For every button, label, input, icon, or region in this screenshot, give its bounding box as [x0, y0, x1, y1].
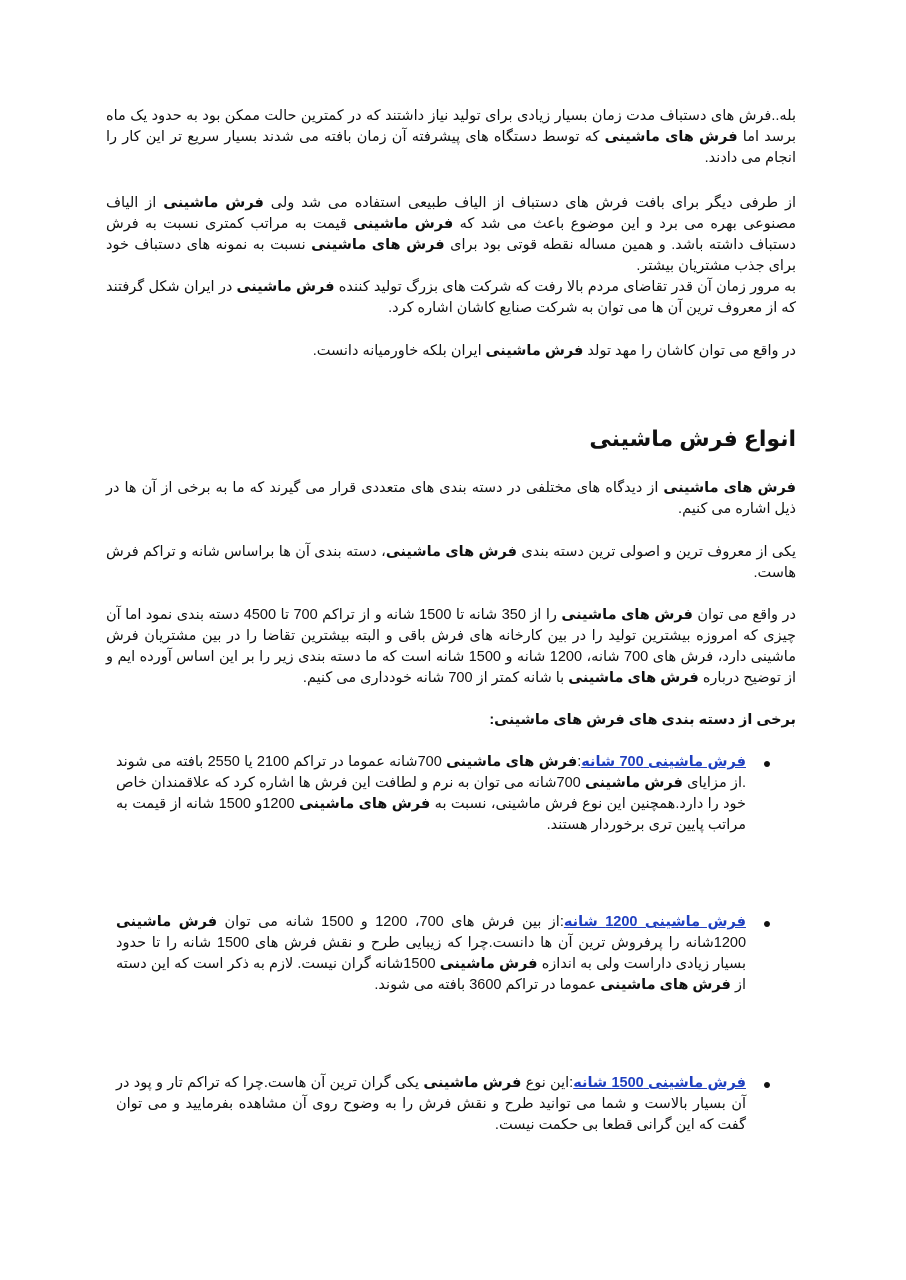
- paragraph-companies: [106, 277, 796, 319]
- text-run: با شانه کمتر از 700 شانه خودداری می کنیم.: [302, 670, 569, 686]
- text-run: از طرفی دیگر برای بافت فرش های دستباف از الیاف طبیعی استفاده می شد ولی: [263, 195, 797, 211]
- bullet-icon: [764, 1082, 770, 1088]
- list-item-1200: [116, 912, 746, 996]
- text-run: 700شانه عموما در تراکم 2100 یا 2550 بافته می شوند .از مزایای: [116, 754, 746, 791]
- text-run: در ایران شکل گرفتند که از معروف ترین آن ها می توان به شرکت صنایع کاشان اشاره کرد.: [106, 279, 796, 316]
- bold-term: فرش ماشینی: [236, 279, 335, 295]
- text-run: نسبت به نمونه های دستباف خود برای جذب مشتریان بیشتر.: [106, 237, 796, 274]
- section-heading: انواع فرش ماشینی: [589, 426, 796, 451]
- paragraph-density: [106, 605, 796, 689]
- bold-term: فرش های ماشینی: [568, 670, 699, 686]
- text-run: را از 350 شانه تا 1500 شانه و از تراکم 700 تا 4500 دسته بندی نمود اما آن چیزی که امروزه بیشترین تولید را در بین کارخانه های فرش باقی و البته بیشترین تقاضا را در بین مشتریان فرش ماشینی دارد، فرش های 700 شانه، 1200 شانه و 1500 شانه است که ما دسته بندی زیر را بر این اساس آورده ایم و از توضیح درباره: [106, 607, 796, 686]
- text-run: ایران بلکه خاورمیانه دانست.: [312, 343, 486, 359]
- paragraph-classification: [106, 542, 796, 584]
- bold-term: فرش های ماشینی: [299, 796, 431, 812]
- text-run: در واقع می توان: [692, 607, 796, 623]
- text-run: از الیاف مصنوعی بهره می برد و این موضوع باعث می شد که: [106, 195, 797, 232]
- text-run: یکی از معروف ترین و اصولی ترین دسته بندی: [517, 544, 796, 560]
- paragraph-fibers: [106, 193, 796, 277]
- list-subheading: برخی از دسته بندی های فرش های ماشینی:: [489, 712, 796, 728]
- text-run: بله..فرش های دستباف مدت زمان بسیار زیادی برای تولید نیاز داشتند که در کمترین حالت ممکن بود به حدود یک ماه برسد اما: [106, 108, 796, 145]
- bold-term: فرش های ماشینی: [385, 544, 518, 560]
- link-1500-shaneh[interactable]: فرش ماشینی 1500 شانه: [573, 1075, 746, 1091]
- list-item-1500: [116, 1073, 746, 1136]
- bold-term: فرش ماشینی: [116, 914, 218, 930]
- text-run: یکی گران ترین آن هاست.چرا که تراکم تار و پود در آن بسیار بالاست و شما می توانید طرح و نقش فرش را به وضوح روی آن مشاهده بفرمایید و می توان گفت که این گرانی قطعا بی حکمت نیست.: [116, 1075, 746, 1133]
- paragraph-types-intro: [106, 478, 796, 520]
- bold-term: فرش های ماشینی: [446, 754, 578, 770]
- bold-term: فرش ماشینی: [485, 343, 584, 359]
- text-run: 1200شانه را پرفروش ترین آن ها دانست.چرا که زیبایی طرح و نقش فرش های 1500 شانه را تا حدود بسیار زیادی داراست ولی به اندازه: [116, 935, 747, 972]
- paragraph-kashan: [106, 341, 796, 362]
- text-run: 700شانه می توان به نرم و لطافت این فرش ها اشاره کرد که علاقمندان خاص خود را دارد.همچنین این نوع فرش ماشینی، نسبت به: [116, 775, 746, 812]
- text-run: در واقع می توان کاشان را مهد تولد: [583, 343, 796, 359]
- text-run: :: [577, 754, 582, 770]
- text-run: ، دسته بندی آن ها براساس شانه و تراکم فرش هاست.: [106, 544, 796, 581]
- bullet-icon: [764, 921, 770, 927]
- text-run: :این نوع: [521, 1075, 574, 1091]
- text-run: به مرور زمان آن قدر تقاضای مردم بالا رفت که شرکت های بزرگ تولید کننده: [334, 279, 796, 295]
- bold-term: فرش های ماشینی: [311, 237, 445, 253]
- bullet-icon: [764, 761, 770, 767]
- text-run: قیمت به مراتب کمتری نسبت به فرش دستباف داشته باشد. و همین مساله نقطه قوتی بود برای: [106, 216, 796, 253]
- list-item-700: [116, 752, 746, 836]
- bold-term: فرش ماشینی: [439, 956, 538, 972]
- text-run: عموما در تراکم 3600 بافته می شوند.: [374, 977, 601, 993]
- bold-term: فرش های ماشینی: [561, 607, 693, 623]
- bold-term: فرش ماشینی: [353, 216, 454, 232]
- text-run: 1500شانه گران نیست. لازم به ذکر است که این دسته از: [116, 956, 746, 993]
- bold-term: فرش های ماشینی: [604, 129, 738, 145]
- bold-term: فرش های ماشینی: [600, 977, 731, 993]
- bold-term: فرش ماشینی: [423, 1075, 522, 1091]
- text-run: که توسط دستگاه های پیشرفته آن زمان بافته می شدند بسیار سریع تر این کار را انجام می دادند.: [106, 129, 796, 166]
- text-run: از دیدگاه های مختلفی در دسته بندی های متعددی قرار می گیرند که ما به برخی از آن ها در ذیل اشاره می کنیم.: [106, 480, 796, 517]
- paragraph-intro: [106, 106, 796, 169]
- bold-term: فرش ماشینی: [163, 195, 264, 211]
- text-run: 1200و 1500 شانه از قیمت به مراتب پایین تری برخوردار هستند.: [116, 796, 746, 833]
- bold-term: فرش های ماشینی: [663, 480, 796, 496]
- text-run: :از بین فرش های 700، 1200 و 1500 شانه می توان: [217, 914, 564, 930]
- bold-term: فرش ماشینی: [584, 775, 683, 791]
- link-1200-shaneh[interactable]: فرش ماشینی 1200 شانه: [563, 914, 746, 930]
- link-700-shaneh[interactable]: فرش ماشینی 700 شانه: [581, 754, 746, 770]
